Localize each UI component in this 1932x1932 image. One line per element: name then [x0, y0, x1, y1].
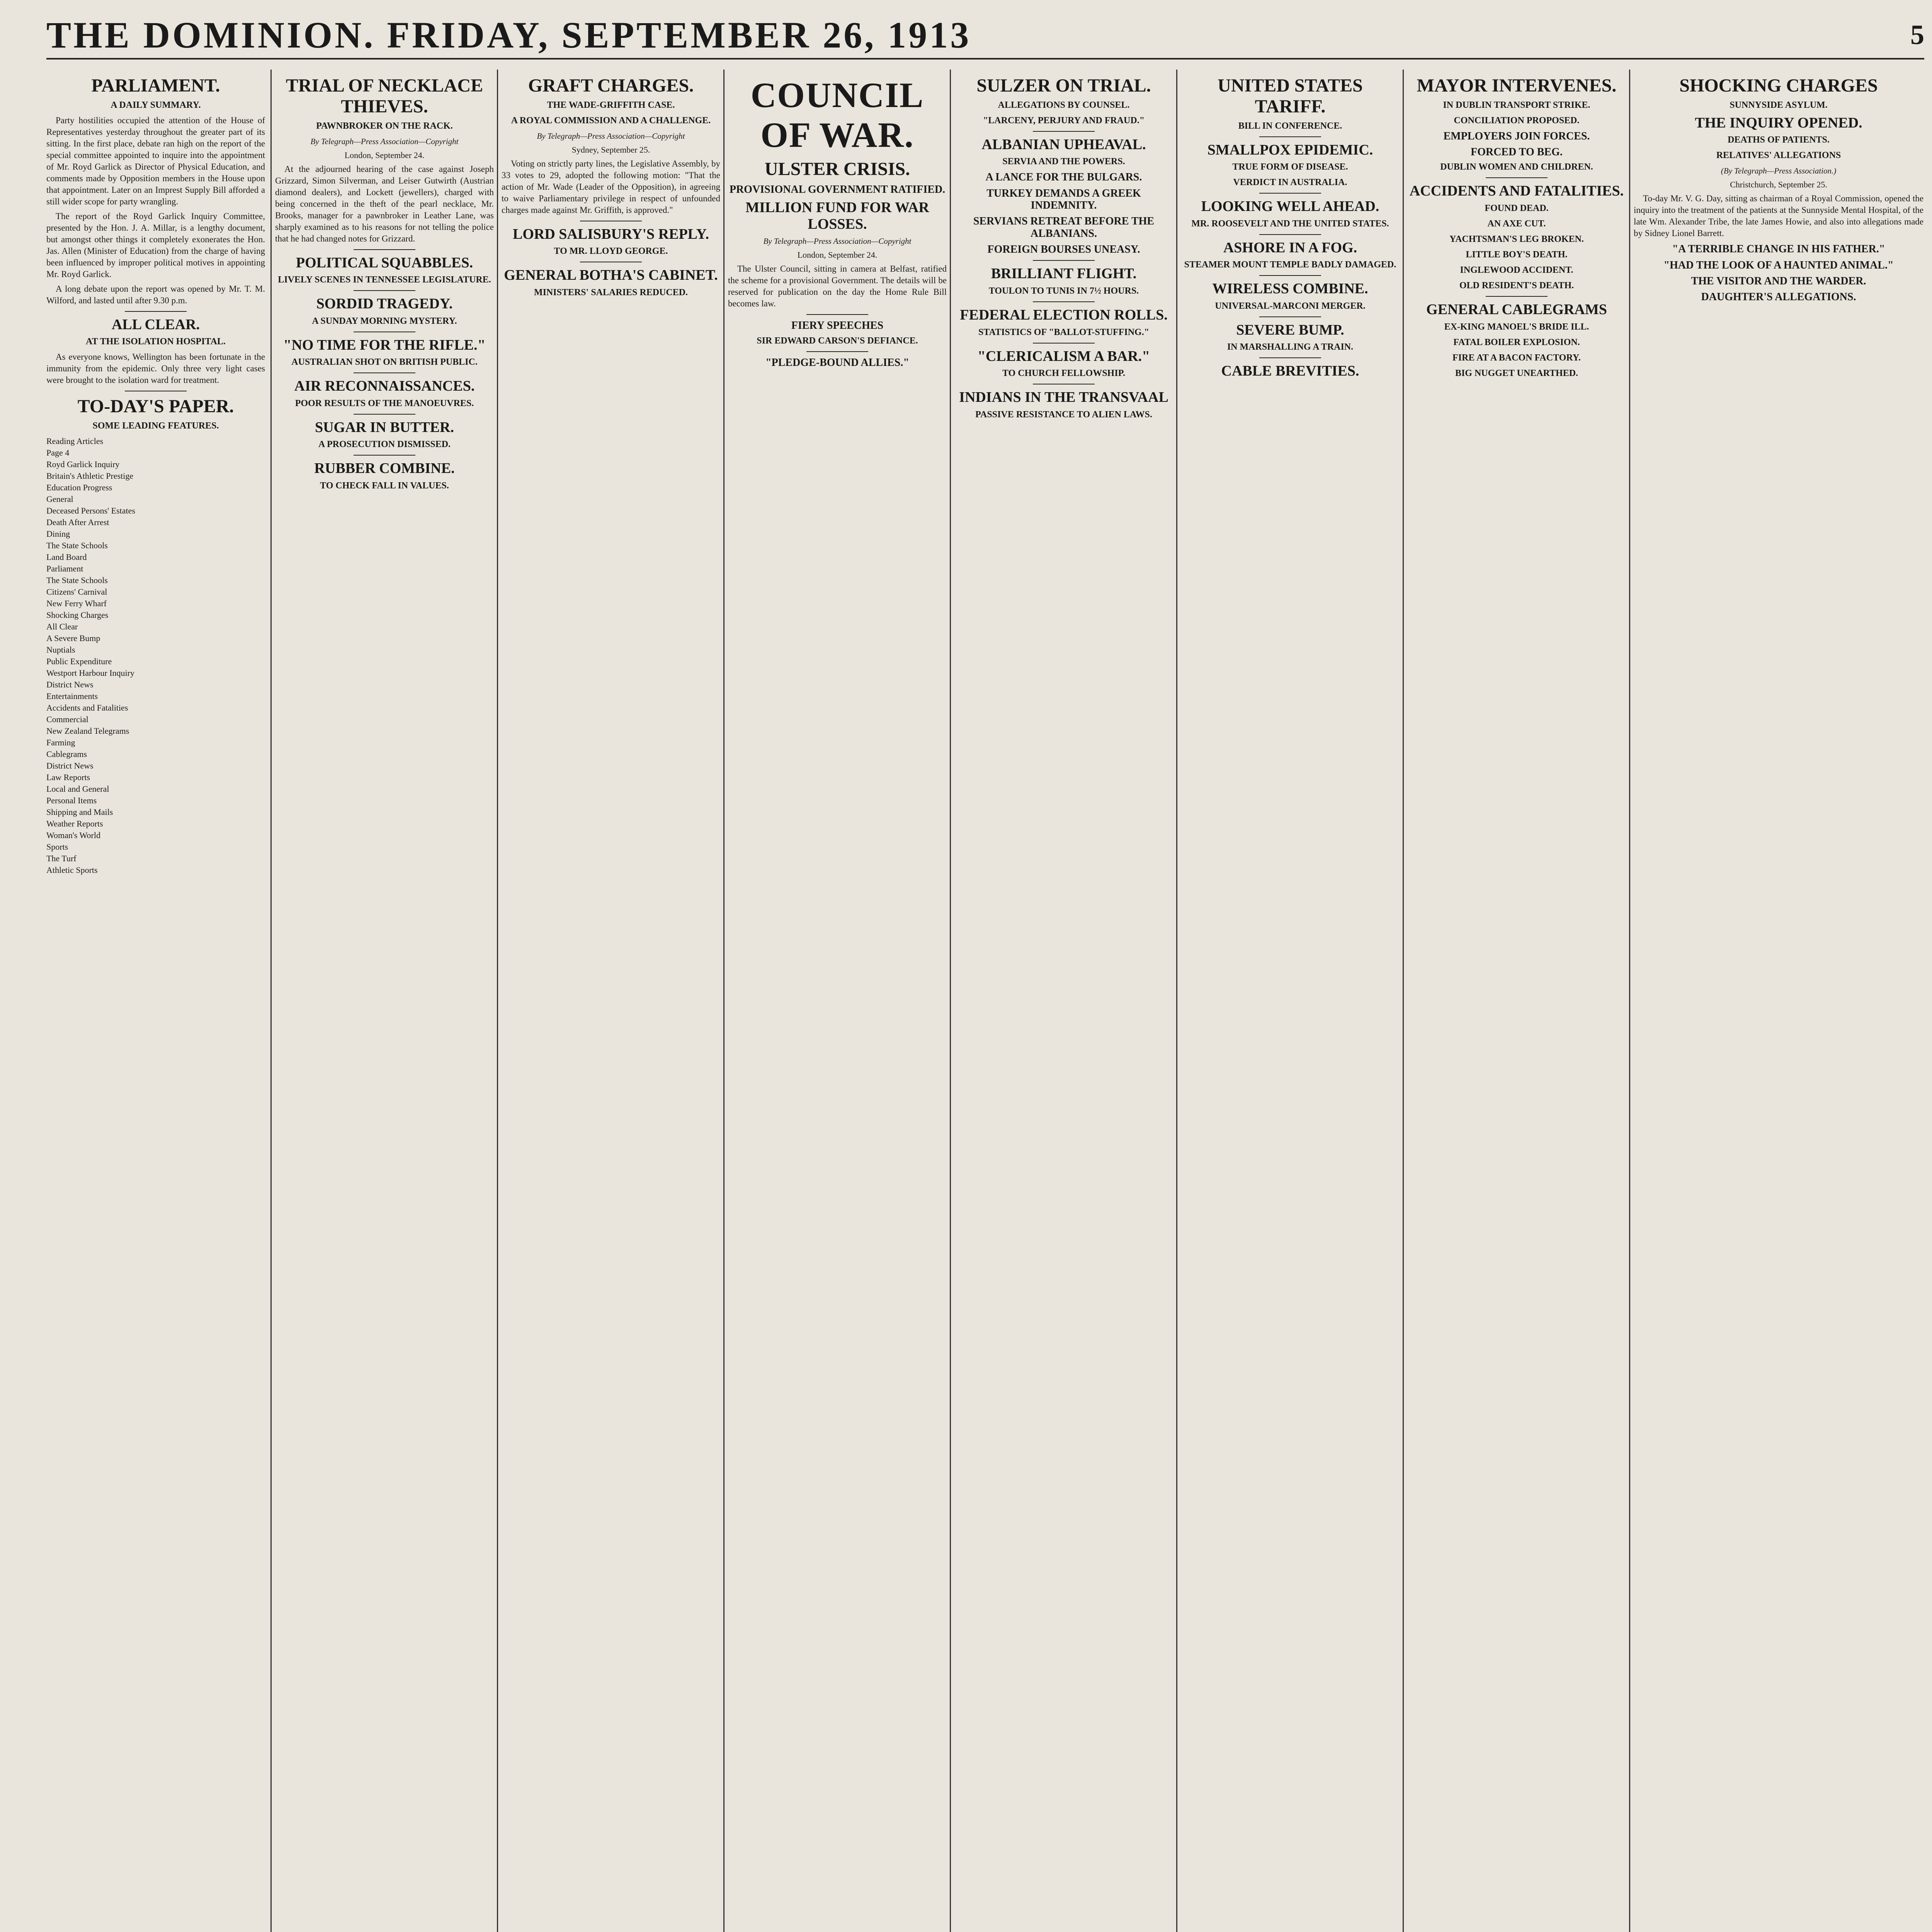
divider: [1033, 301, 1095, 302]
subhead: FATAL BOILER EXPLOSION.: [1453, 337, 1580, 347]
subhead: SERVIANS RETREAT BEFORE THE ALBANIANS.: [973, 215, 1155, 240]
subhead: RELATIVES' ALLEGATIONS: [1716, 150, 1841, 161]
headline-parliament: PARLIAMENT.: [91, 75, 220, 96]
subhead: FIRE AT A BACON FACTORY.: [1452, 352, 1581, 363]
headline-all-clear: ALL CLEAR.: [111, 316, 200, 333]
index-entry: District News: [46, 680, 94, 690]
index-entry: Westport Harbour Inquiry: [46, 668, 134, 678]
index-entry: Citizens' Carnival: [46, 587, 107, 597]
index-entry: New Ferry Wharf: [46, 599, 107, 609]
headline-todays-paper: TO-DAY'S PAPER.: [77, 396, 234, 417]
subhead: AUSTRALIAN SHOT ON BRITISH PUBLIC.: [291, 357, 478, 367]
subhead: BIG NUGGET UNEARTHED.: [1455, 368, 1578, 378]
contents-index: [46, 435, 265, 876]
divider: [1259, 234, 1321, 235]
subhead: AT THE ISOLATION HOSPITAL.: [86, 337, 226, 347]
headline-no-time-for-rifle: "NO TIME FOR THE RIFLE.": [283, 337, 486, 353]
byline: By Telegraph—Press Association—Copyright: [763, 236, 912, 246]
divider: [1259, 275, 1321, 276]
subhead: STATISTICS OF "BALLOT-STUFFING.": [978, 327, 1150, 337]
headline-smallpox-epidemic: SMALLPOX EPIDEMIC.: [1207, 141, 1373, 158]
divider: [1259, 316, 1321, 317]
subhead: THE WADE-GRIFFITH CASE.: [547, 100, 675, 110]
page-number: 5: [1910, 19, 1924, 50]
headline-us-tariff: UNITED STATES TARIFF.: [1218, 75, 1363, 117]
headline-brilliant-flight: BRILLIANT FLIGHT.: [991, 265, 1137, 282]
headline-albanian-upheaval: ALBANIAN UPHEAVAL.: [981, 136, 1146, 153]
subhead: PAWNBROKER ON THE RACK.: [316, 121, 453, 131]
byline: By Telegraph—Press Association—Copyright: [537, 131, 685, 141]
index-entry: Reading Articles: [46, 436, 104, 446]
subhead: A DAILY SUMMARY.: [111, 100, 201, 110]
masthead: [46, 12, 1924, 60]
divider: [1486, 177, 1548, 178]
article-paragraph: Voting on strictly party lines, the Legislative Assembly, by 33 votes to 29, adopted the following motion: "That the action of Mr. Wade (Leader of the Opposition), in agreeing to waive Parliamentary privilege in respect of unfounded charges made against Mr. Griffith, is approved.": [502, 158, 720, 215]
subhead: THE VISITOR AND THE WARDER.: [1691, 275, 1866, 287]
divider: [354, 455, 415, 456]
index-entry: Dining: [46, 529, 70, 539]
subhead: FORCED TO BEG.: [1471, 146, 1563, 158]
column-8: [1634, 71, 1923, 1932]
article-paragraph: As everyone knows, Wellington has been fortunate in the immunity from the epidemic. Only three very light cases were brought to the isolation ward for treatment.: [46, 352, 265, 385]
column-4: [728, 71, 947, 1932]
index-entry: All Clear: [46, 622, 78, 632]
headline-pledge-bound-allies: "PLEDGE-BOUND ALLIES.": [765, 356, 909, 369]
column-rule: [497, 70, 498, 1932]
subhead: A SUNDAY MORNING MYSTERY.: [312, 316, 457, 326]
article-paragraph: A long debate upon the report was opened by Mr. T. M. Wilford, and lasted until after 9.30 p.m.: [46, 284, 265, 305]
index-entry: The State Schools: [46, 541, 108, 551]
subhead: VERDICT IN AUSTRALIA.: [1233, 177, 1347, 188]
headline-mayor-intervenes: MAYOR INTERVENES.: [1417, 75, 1617, 96]
byline: (By Telegraph—Press Association.): [1721, 166, 1837, 176]
divider: [1033, 131, 1095, 132]
headline-ashore-in-a-fog: ASHORE IN A FOG.: [1223, 239, 1357, 256]
subhead: STEAMER MOUNT TEMPLE BADLY DAMAGED.: [1184, 260, 1396, 270]
subhead: DAUGHTER'S ALLEGATIONS.: [1701, 291, 1856, 303]
subhead: FOREIGN BOURSES UNEASY.: [987, 243, 1140, 256]
divider: [1486, 296, 1548, 297]
column-rule: [1176, 70, 1177, 1932]
subhead: MR. ROOSEVELT AND THE UNITED STATES.: [1191, 218, 1389, 229]
subhead-ulster-crisis: ULSTER CRISIS.: [764, 159, 910, 180]
column-3: [502, 71, 720, 1932]
divider: [806, 314, 868, 315]
article-paragraph: The Ulster Council, sitting in camera at Belfast, ratified the scheme for a provisional Government. The details will be reserved for publication on the day the Home Rule Bill becomes law.: [728, 264, 947, 309]
subhead: ALLEGATIONS BY COUNSEL.: [998, 100, 1130, 110]
index-entry: Britain's Athletic Prestige: [46, 471, 134, 481]
divider: [354, 290, 415, 291]
headline-fiery-speeches: FIERY SPEECHES: [791, 320, 884, 332]
headline-shocking-charges: SHOCKING CHARGES: [1679, 75, 1878, 96]
column-rule: [950, 70, 951, 1932]
subhead: TURKEY DEMANDS A GREEK INDEMNITY.: [986, 187, 1141, 212]
subhead: EMPLOYERS JOIN FORCES.: [1443, 130, 1590, 142]
index-entry: Page 4: [46, 448, 70, 458]
subhead: LIVELY SCENES IN TENNESSEE LEGISLATURE.: [278, 275, 491, 285]
divider: [1259, 136, 1321, 137]
headline-sordid-tragedy: SORDID TRAGEDY.: [316, 296, 453, 312]
subhead: TRUE FORM OF DISEASE.: [1232, 162, 1348, 172]
subhead: POOR RESULTS OF THE MANOEUVRES.: [295, 398, 474, 408]
subhead: A PROSECUTION DISMISSED.: [318, 439, 451, 450]
index-entry: Shocking Charges: [46, 610, 109, 620]
subhead: SIR EDWARD CARSON'S DEFIANCE.: [757, 335, 918, 346]
subhead: IN DUBLIN TRANSPORT STRIKE.: [1443, 100, 1590, 110]
subhead: A LANCE FOR THE BULGARS.: [985, 171, 1142, 184]
subhead: YACHTSMAN'S LEG BROKEN.: [1449, 234, 1584, 245]
subhead: FOUND DEAD.: [1485, 203, 1549, 214]
subhead: "HAD THE LOOK OF A HAUNTED ANIMAL.": [1663, 259, 1894, 271]
subhead: SUNNYSIDE ASYLUM.: [1730, 100, 1828, 110]
index-entry: The State Schools: [46, 575, 108, 585]
dateline: London, September 24.: [344, 150, 425, 160]
subhead: MILLION FUND FOR WAR LOSSES.: [745, 199, 929, 232]
dateline: London, September 24.: [797, 250, 878, 260]
index-entry: Weather Reports: [46, 819, 103, 829]
index-entry: Deceased Persons' Estates: [46, 506, 136, 516]
column-rule: [1403, 70, 1404, 1932]
headline-botha-cabinet: GENERAL BOTHA'S CABINET.: [504, 267, 718, 284]
subhead: LITTLE BOY'S DEATH.: [1466, 250, 1568, 260]
index-entry: Land Board: [46, 552, 87, 562]
index-entry: The Turf: [46, 854, 77, 864]
subhead: PROVISIONAL GOVERNMENT RATIFIED.: [729, 183, 946, 196]
article-paragraph: At the adjourned hearing of the case against Joseph Grizzard, Simon Silverman, and Leiser Gutwirth (Austrian diamond dealers), and Lockett (jewellers), charged with being concerned in the theft of the pearl necklace, Mr. Brooks, manager for a pawnbroker in Leather Lane, was sharply examined as to his reasons for not telling the police that he had changed notes for Grizzard.: [275, 164, 494, 243]
divider: [1259, 357, 1321, 358]
index-entry: General: [46, 494, 73, 504]
index-entry: District News: [46, 761, 94, 771]
subhead: TO MR. LLOYD GEORGE.: [554, 246, 668, 257]
subhead: MINISTERS' SALARIES REDUCED.: [534, 287, 688, 298]
index-entry: Entertainments: [46, 691, 98, 701]
subhead: TO CHURCH FELLOWSHIP.: [1002, 368, 1126, 379]
subhead: SOME LEADING FEATURES.: [92, 421, 219, 431]
divider: [1033, 343, 1095, 344]
subhead: DEATHS OF PATIENTS.: [1728, 135, 1830, 145]
divider: [806, 351, 868, 352]
subhead: PASSIVE RESISTANCE TO ALIEN LAWS.: [975, 409, 1152, 420]
headline-political-squabbles: POLITICAL SQUABBLES.: [296, 254, 473, 271]
column-5: [954, 71, 1173, 1932]
divider: [354, 414, 415, 415]
headline-sulzer-on-trial: SULZER ON TRIAL.: [976, 75, 1151, 96]
column-rule: [723, 70, 724, 1932]
index-entry: Athletic Sports: [46, 865, 98, 875]
dateline: Sydney, September 25.: [571, 145, 650, 155]
article-paragraph: To-day Mr. V. G. Day, sitting as chairman of a Royal Commission, opened the inquiry into the treatment of the patients at the Sunnyside Mental Hospital, of the late Wm. Alexander Tribe, the late James Howie, and also into allegations made by Sidney Lionel Barrett.: [1634, 194, 1923, 238]
index-entry: Parliament: [46, 564, 83, 574]
index-entry: Public Expenditure: [46, 656, 112, 667]
dateline: Christchurch, September 25.: [1730, 180, 1827, 190]
article-paragraph: Party hostilities occupied the attention of the House of Representatives yesterday throughout the greater part of its sitting. In the first place, debate ran high on the report of the special committee appointed to inquire into the appointment of Mr. Royd Garlick as Director of Physical Education, and comments made by Opposition members in the House upon that appointment. Later on an Imprest Supply Bill afforded a still wider scope for party wrangling.: [46, 115, 265, 206]
index-entry: Law Reports: [46, 772, 90, 782]
masthead-title: THE DOMINION. FRIDAY, SEPTEMBER 26, 1913: [46, 14, 971, 56]
headline-clericalism-a-bar: "CLERICALISM A BAR.": [977, 348, 1150, 364]
index-entry: A Severe Bump: [46, 633, 100, 643]
column-2: [275, 71, 494, 1932]
subhead: TO CHECK FALL IN VALUES.: [320, 480, 449, 491]
subhead: UNIVERSAL-MARCONI MERGER.: [1215, 301, 1366, 311]
headline-cable-brevities: CABLE BREVITIES.: [1221, 363, 1359, 379]
subhead: AN AXE CUT.: [1487, 219, 1546, 229]
subhead: SERVIA AND THE POWERS.: [1002, 156, 1125, 167]
article-paragraph: The report of the Royd Garlick Inquiry Committee, presented by the Hon. J. A. Millar, is a lengthy document, but amongst other things it completely exonerates the Hon. Jas. Allen (Minister of Education) from the charge of having been influenced by improper political motives in appointing Mr. Royd Garlick.: [46, 211, 265, 279]
subhead: DUBLIN WOMEN AND CHILDREN.: [1440, 162, 1593, 172]
index-entry: Local and General: [46, 784, 109, 794]
headline-lord-salisbury-reply: LORD SALISBURY'S REPLY.: [513, 226, 709, 242]
headline-graft-charges: GRAFT CHARGES.: [528, 75, 694, 96]
headline-council-of-war: COUNCIL OF WAR.: [750, 75, 924, 155]
subhead: THE INQUIRY OPENED.: [1695, 114, 1862, 131]
headline-wireless-combine: WIRELESS COMBINE.: [1212, 281, 1368, 297]
column-7: [1407, 71, 1626, 1932]
headline-severe-bump: SEVERE BUMP.: [1236, 321, 1344, 338]
index-entry: Royd Garlick Inquiry: [46, 459, 120, 469]
subhead: INGLEWOOD ACCIDENT.: [1460, 265, 1573, 276]
divider: [354, 372, 415, 373]
divider: [1033, 260, 1095, 261]
headline-necklace-thieves: TRIAL OF NECKLACE THIEVES.: [286, 75, 483, 117]
index-entry: Sports: [46, 842, 68, 852]
subhead: A ROYAL COMMISSION AND A CHALLENGE.: [511, 115, 711, 126]
index-entry: Education Progress: [46, 483, 112, 493]
index-entry: Personal Items: [46, 796, 97, 806]
headline-rubber-combine: RUBBER COMBINE.: [314, 460, 455, 477]
subhead: EX-KING MANOEL'S BRIDE ILL.: [1444, 321, 1589, 332]
subhead: TOULON TO TUNIS IN 7½ HOURS.: [988, 286, 1139, 296]
subhead: OLD RESIDENT'S DEATH.: [1459, 281, 1574, 291]
index-entry: Death After Arrest: [46, 517, 109, 527]
headline-federal-election-rolls: FEDERAL ELECTION ROLLS.: [960, 307, 1168, 323]
divider: [354, 249, 415, 250]
index-entry: Accidents and Fatalities: [46, 703, 128, 713]
column-rule: [1629, 70, 1630, 1932]
column-6: [1181, 71, 1400, 1932]
subhead: IN MARSHALLING A TRAIN.: [1227, 342, 1354, 352]
column-rule: [270, 70, 272, 1932]
divider: [125, 311, 187, 312]
divider: [1259, 193, 1321, 194]
subhead: "LARCENY, PERJURY AND FRAUD.": [983, 115, 1145, 126]
headline-accidents-fatalities: ACCIDENTS AND FATALITIES.: [1409, 183, 1624, 199]
index-entry: Nuptials: [46, 645, 75, 655]
headline-air-reconnaissances: AIR RECONNAISSANCES.: [294, 378, 475, 395]
byline: By Telegraph—Press Association—Copyright: [310, 136, 459, 146]
index-entry: New Zealand Telegrams: [46, 726, 129, 736]
headline-looking-well-ahead: LOOKING WELL AHEAD.: [1201, 198, 1379, 215]
index-entry: Shipping and Mails: [46, 807, 113, 817]
index-entry: Woman's World: [46, 830, 100, 840]
subhead: BILL IN CONFERENCE.: [1238, 121, 1342, 131]
index-entry: Commercial: [46, 714, 88, 724]
subhead: "A TERRIBLE CHANGE IN HIS FATHER.": [1672, 243, 1885, 255]
headline-general-cablegrams: GENERAL CABLEGRAMS: [1426, 301, 1607, 318]
index-entry: Farming: [46, 738, 75, 748]
subhead: CONCILIATION PROPOSED.: [1454, 115, 1580, 126]
column-1: [46, 71, 265, 1932]
index-entry: Cablegrams: [46, 749, 87, 759]
headline-indians-transvaal: INDIANS IN THE TRANSVAAL: [959, 389, 1168, 406]
headline-sugar-in-butter: SUGAR IN BUTTER.: [315, 419, 454, 435]
